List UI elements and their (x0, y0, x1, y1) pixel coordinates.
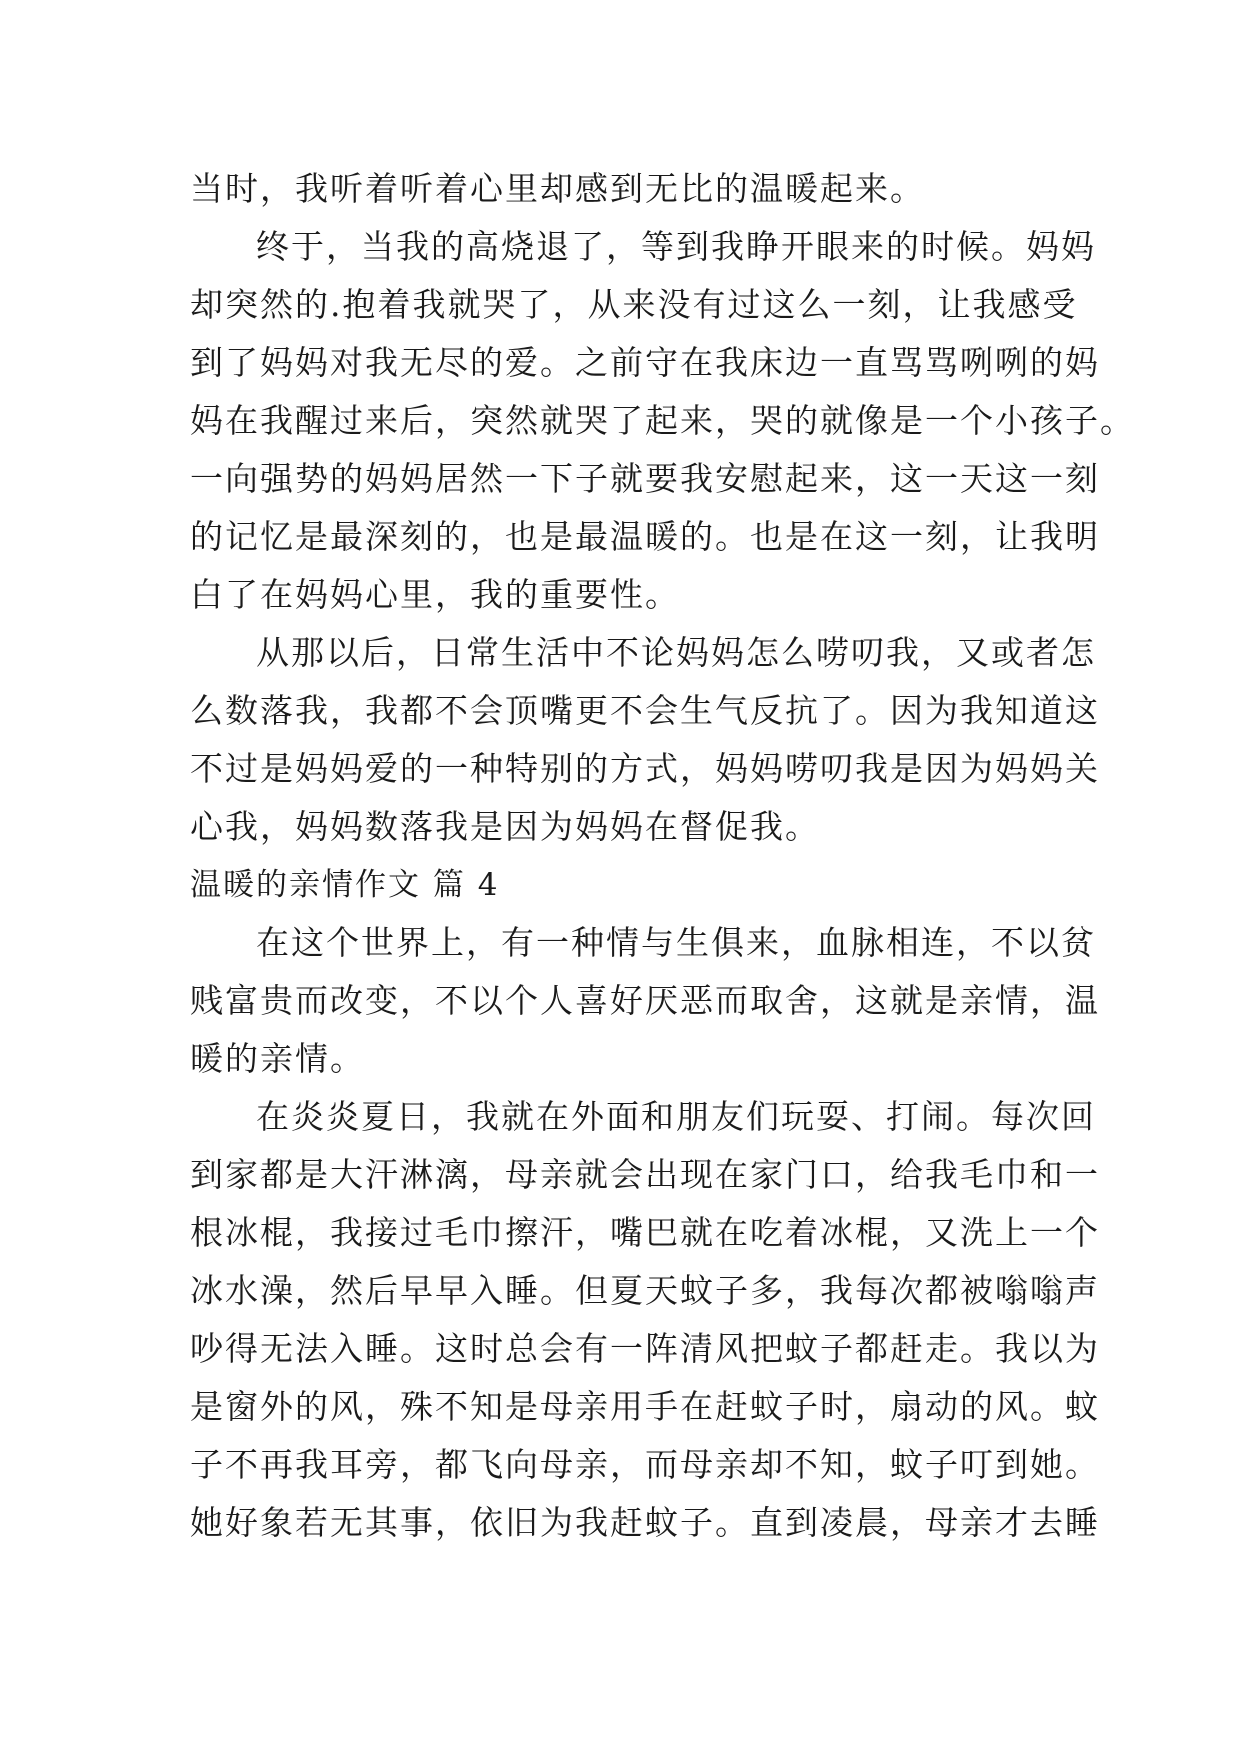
text-line: 却突然的.抱着我就哭了，从来没有过这么一刻，让我感受 (190, 285, 1078, 324)
text-line: 贱富贵而改变，不以个人喜好厌恶而取舍，这就是亲情，温 (190, 981, 1100, 1020)
text-line: 到了妈妈对我无尽的爱。之前守在我床边一直骂骂咧咧的妈 (190, 343, 1100, 382)
text-line: 冰水澡，然后早早入睡。但夏天蚊子多，我每次都被嗡嗡声 (190, 1271, 1100, 1310)
text-line: 终于，当我的高烧退了，等到我睁开眼来的时候。妈妈 (256, 227, 1096, 266)
text-line: 到家都是大汗淋漓，母亲就会出现在家门口，给我毛巾和一 (190, 1155, 1100, 1194)
text-line: 在炎炎夏日，我就在外面和朋友们玩耍、打闹。每次回 (256, 1097, 1096, 1136)
text-line: 根冰棍，我接过毛巾擦汗，嘴巴就在吃着冰棍，又洗上一个 (190, 1213, 1100, 1252)
text-line: 当时，我听着听着心里却感到无比的温暖起来。 (190, 169, 925, 208)
text-line: 在这个世界上，有一种情与生俱来，血脉相连，不以贫 (256, 923, 1096, 962)
text-line: 她好象若无其事，依旧为我赶蚊子。直到凌晨，母亲才去睡 (190, 1503, 1100, 1542)
text-line: 白了在妈妈心里，我的重要性。 (190, 575, 680, 614)
section-heading: 温暖的亲情作文 篇 4 (190, 867, 500, 903)
text-line: 心我，妈妈数落我是因为妈妈在督促我。 (190, 807, 820, 846)
text-line: 妈在我醒过来后，突然就哭了起来，哭的就像是一个小孩子。 (190, 401, 1135, 440)
text-line: 吵得无法入睡。这时总会有一阵清风把蚊子都赶走。我以为 (190, 1329, 1100, 1368)
body-text (190, 160, 1135, 1552)
text-line: 的记忆是最深刻的，也是最温暖的。也是在这一刻，让我明 (190, 517, 1100, 556)
text-line: 是窗外的风，殊不知是母亲用手在赶蚊子时，扇动的风。蚊 (190, 1387, 1100, 1426)
text-line: 么数落我，我都不会顶嘴更不会生气反抗了。因为我知道这 (190, 691, 1100, 730)
text-line: 从那以后，日常生活中不论妈妈怎么唠叨我，又或者怎 (256, 633, 1096, 672)
text-line: 暖的亲情。 (190, 1039, 365, 1078)
text-line: 一向强势的妈妈居然一下子就要我安慰起来，这一天这一刻 (190, 459, 1100, 498)
text-line: 不过是妈妈爱的一种特别的方式，妈妈唠叨我是因为妈妈关 (190, 749, 1100, 788)
text-line: 子不再我耳旁，都飞向母亲，而母亲却不知，蚊子叮到她。 (190, 1445, 1100, 1484)
